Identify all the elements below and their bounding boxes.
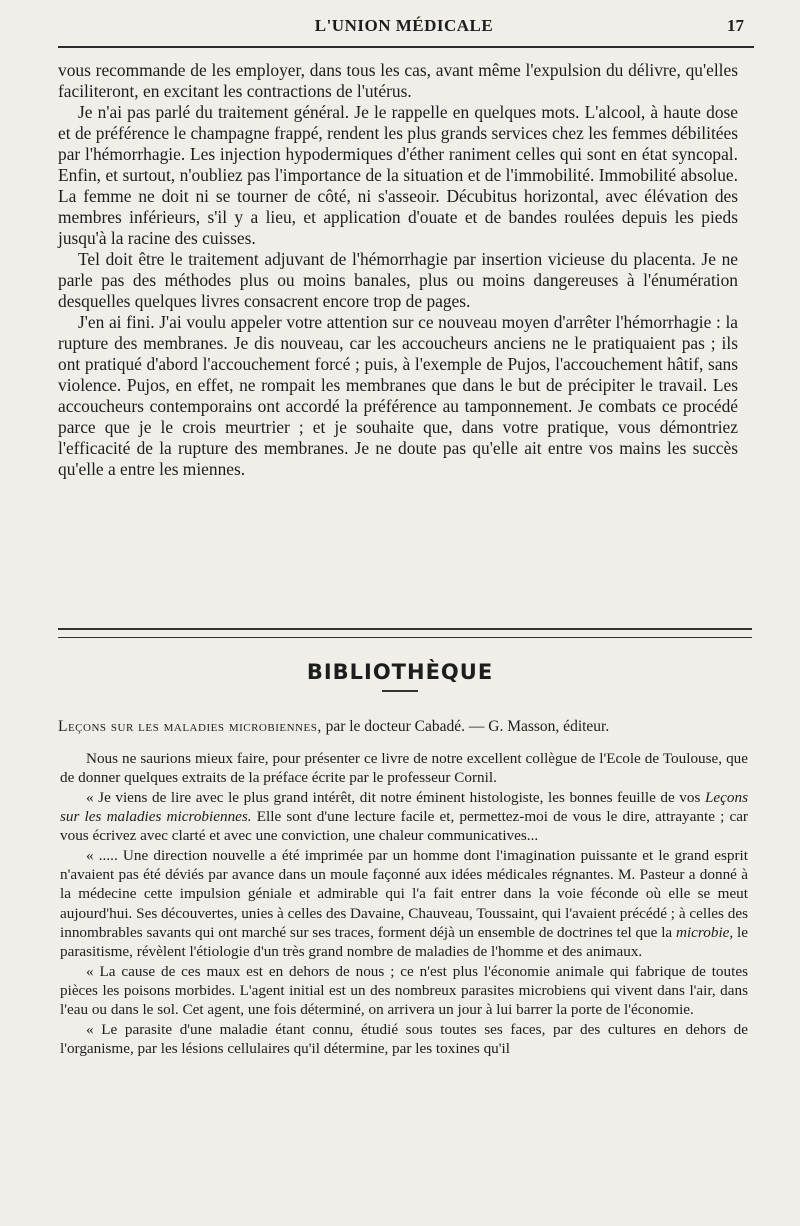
book-title: Leçons sur les maladies microbiennes,: [58, 718, 322, 735]
running-title: L'UNION MÉDICALE: [314, 16, 494, 35]
quote-text: « ..... Une direction nouvelle a été imprimée par un homme dont l'imagination puissante et le grand esprit n'avaient pas été déviés par avance dans un moule façonné aux idées médicales régnantes. M. Pasteur a donné à la médecine cette impulsion géniale et admirable qui l'a fait entrer dans la voie féconde où elle se meut aujourd'hui. Ses découvertes, unies à celles des Davaine, Chauveau, Toussaint, qui l'avaient précédé ; à celles des innombrables savants qui ont marché sur ses traces, forment déjà un ensemble de doctrines tel que la: [60, 846, 748, 942]
review-quote: [60, 846, 748, 962]
article-paragraph: Je n'ai pas parlé du traitement général. Je le rappelle en quelques mots. L'alcool, à haute dose et de préférence le champagne frappé, rendent les plus grands services chez les femmes débilitées par l'hémorrhagie. Les injection hypodermiques d'éther raniment celles qui sont en état syncopal. Enfin, et surtout, n'oubliez pas l'importance de la situation et de l'immobilité. Immobilité absolue. La femme ne doit ni se tourner de côté, ni s'asseoir. Décubitus horizontal, avec élévation des membres inférieurs, s'il y a lieu, et application d'ouate et de bandes roulées depuis les pieds jusqu'à la racine des cuisses.: [58, 102, 738, 248]
book-review-heading: [58, 717, 748, 737]
page-header: [58, 16, 750, 42]
review-quote: « La cause de ces maux est en dehors de nous ; ce n'est plus l'économie animale qui fabrique de toutes pièces les poisons morbides. L'agent initial est un des nombreux parasites microbiens qui vivent dans l'air, dans l'eau ou dans le sol. Cet agent, une fois déterminé, on arrivera un jour à lui barrer la porte de l'économie.: [60, 962, 748, 1019]
review-quote: « Le parasite d'une maladie étant connu, étudié sous toutes ses faces, par des cultures en dehors de l'organisme, par les lésions cellulaires qu'il détermine, par les toxines qu'il: [60, 1020, 748, 1058]
review-body: [60, 749, 748, 1059]
header-rule: [58, 46, 754, 48]
review-intro: Nous ne saurions mieux faire, pour présenter ce livre de notre excellent collègue de l'Ecole de Toulouse, que de donner quelques extraits de la préface écrite par le professeur Cornil.: [60, 750, 748, 787]
quote-italic-term: microbie,: [675, 924, 734, 942]
article-paragraph: J'en ai fini. J'ai voulu appeler votre attention sur ce nouveau moyen d'arrêter l'hémorrhagie : la rupture des membranes. Je dis nouveau, car les accoucheurs anciens ne le pratiquaient pas ; ils ont pratiqué d'abord l'accouchement forcé ; puis, à l'exemple de Pujos, l'accouchement hâtif, sans violence. Pujos, en effet, ne rompait les membranes que dans le but de précipiter le travail. Les accoucheurs contemporains ont accordé la préférence au tamponnement. Je combats ce procédé parce que je le crois meurtrier ; et je souhaite que, dans votre pratique, vous démontriez l'efficacité de la rupture des membranes. Je ne doute pas qu'elle ait entre vos mains les succès qu'elle a entre les miennes.: [58, 312, 738, 479]
quote-text: Elle sont d'une lecture facile et, permettez-moi de vous le dire, attrayante ; car vous écrivez avec clarté et avec une conviction, une chaleur communicatives...: [60, 808, 748, 845]
article-paragraph: Tel doit être le traitement adjuvant de l'hémorrhagie par insertion vicieuse du placenta. Je ne parle pas des méthodes plus ou moins banales, plus ou moins dangereuses à l'énumération desquelles quelques livres consacrent encore trop de pages.: [58, 249, 738, 311]
quote-text: « Je viens de lire avec le plus grand intérêt, dit notre éminent histologiste, les bonnes feuille de vos: [86, 788, 705, 806]
quote-text: le parasitisme, révèlent l'étiologie d'un très grand nombre de maladies de l'homme et des animaux.: [60, 924, 748, 961]
heading-dash: —: [468, 718, 485, 735]
book-publisher: G. Masson, éditeur.: [488, 718, 610, 735]
quote-italic-title: Leçons sur les maladies microbiennes.: [60, 788, 748, 826]
section-divider: [58, 628, 752, 638]
review-quote: [60, 788, 748, 846]
section-title: BIBLIOTHÈQUE: [306, 660, 494, 684]
article-paragraph: vous recommande de les employer, dans tous les cas, avant même l'expulsion du délivre, qu'elles faciliteront, en excitant les contractions de l'utérus.: [58, 60, 738, 101]
book-author: par le docteur Cabadé.: [325, 718, 466, 735]
article-body: [58, 60, 738, 480]
section-title-underline: [382, 690, 418, 692]
page-number: 17: [727, 16, 744, 35]
